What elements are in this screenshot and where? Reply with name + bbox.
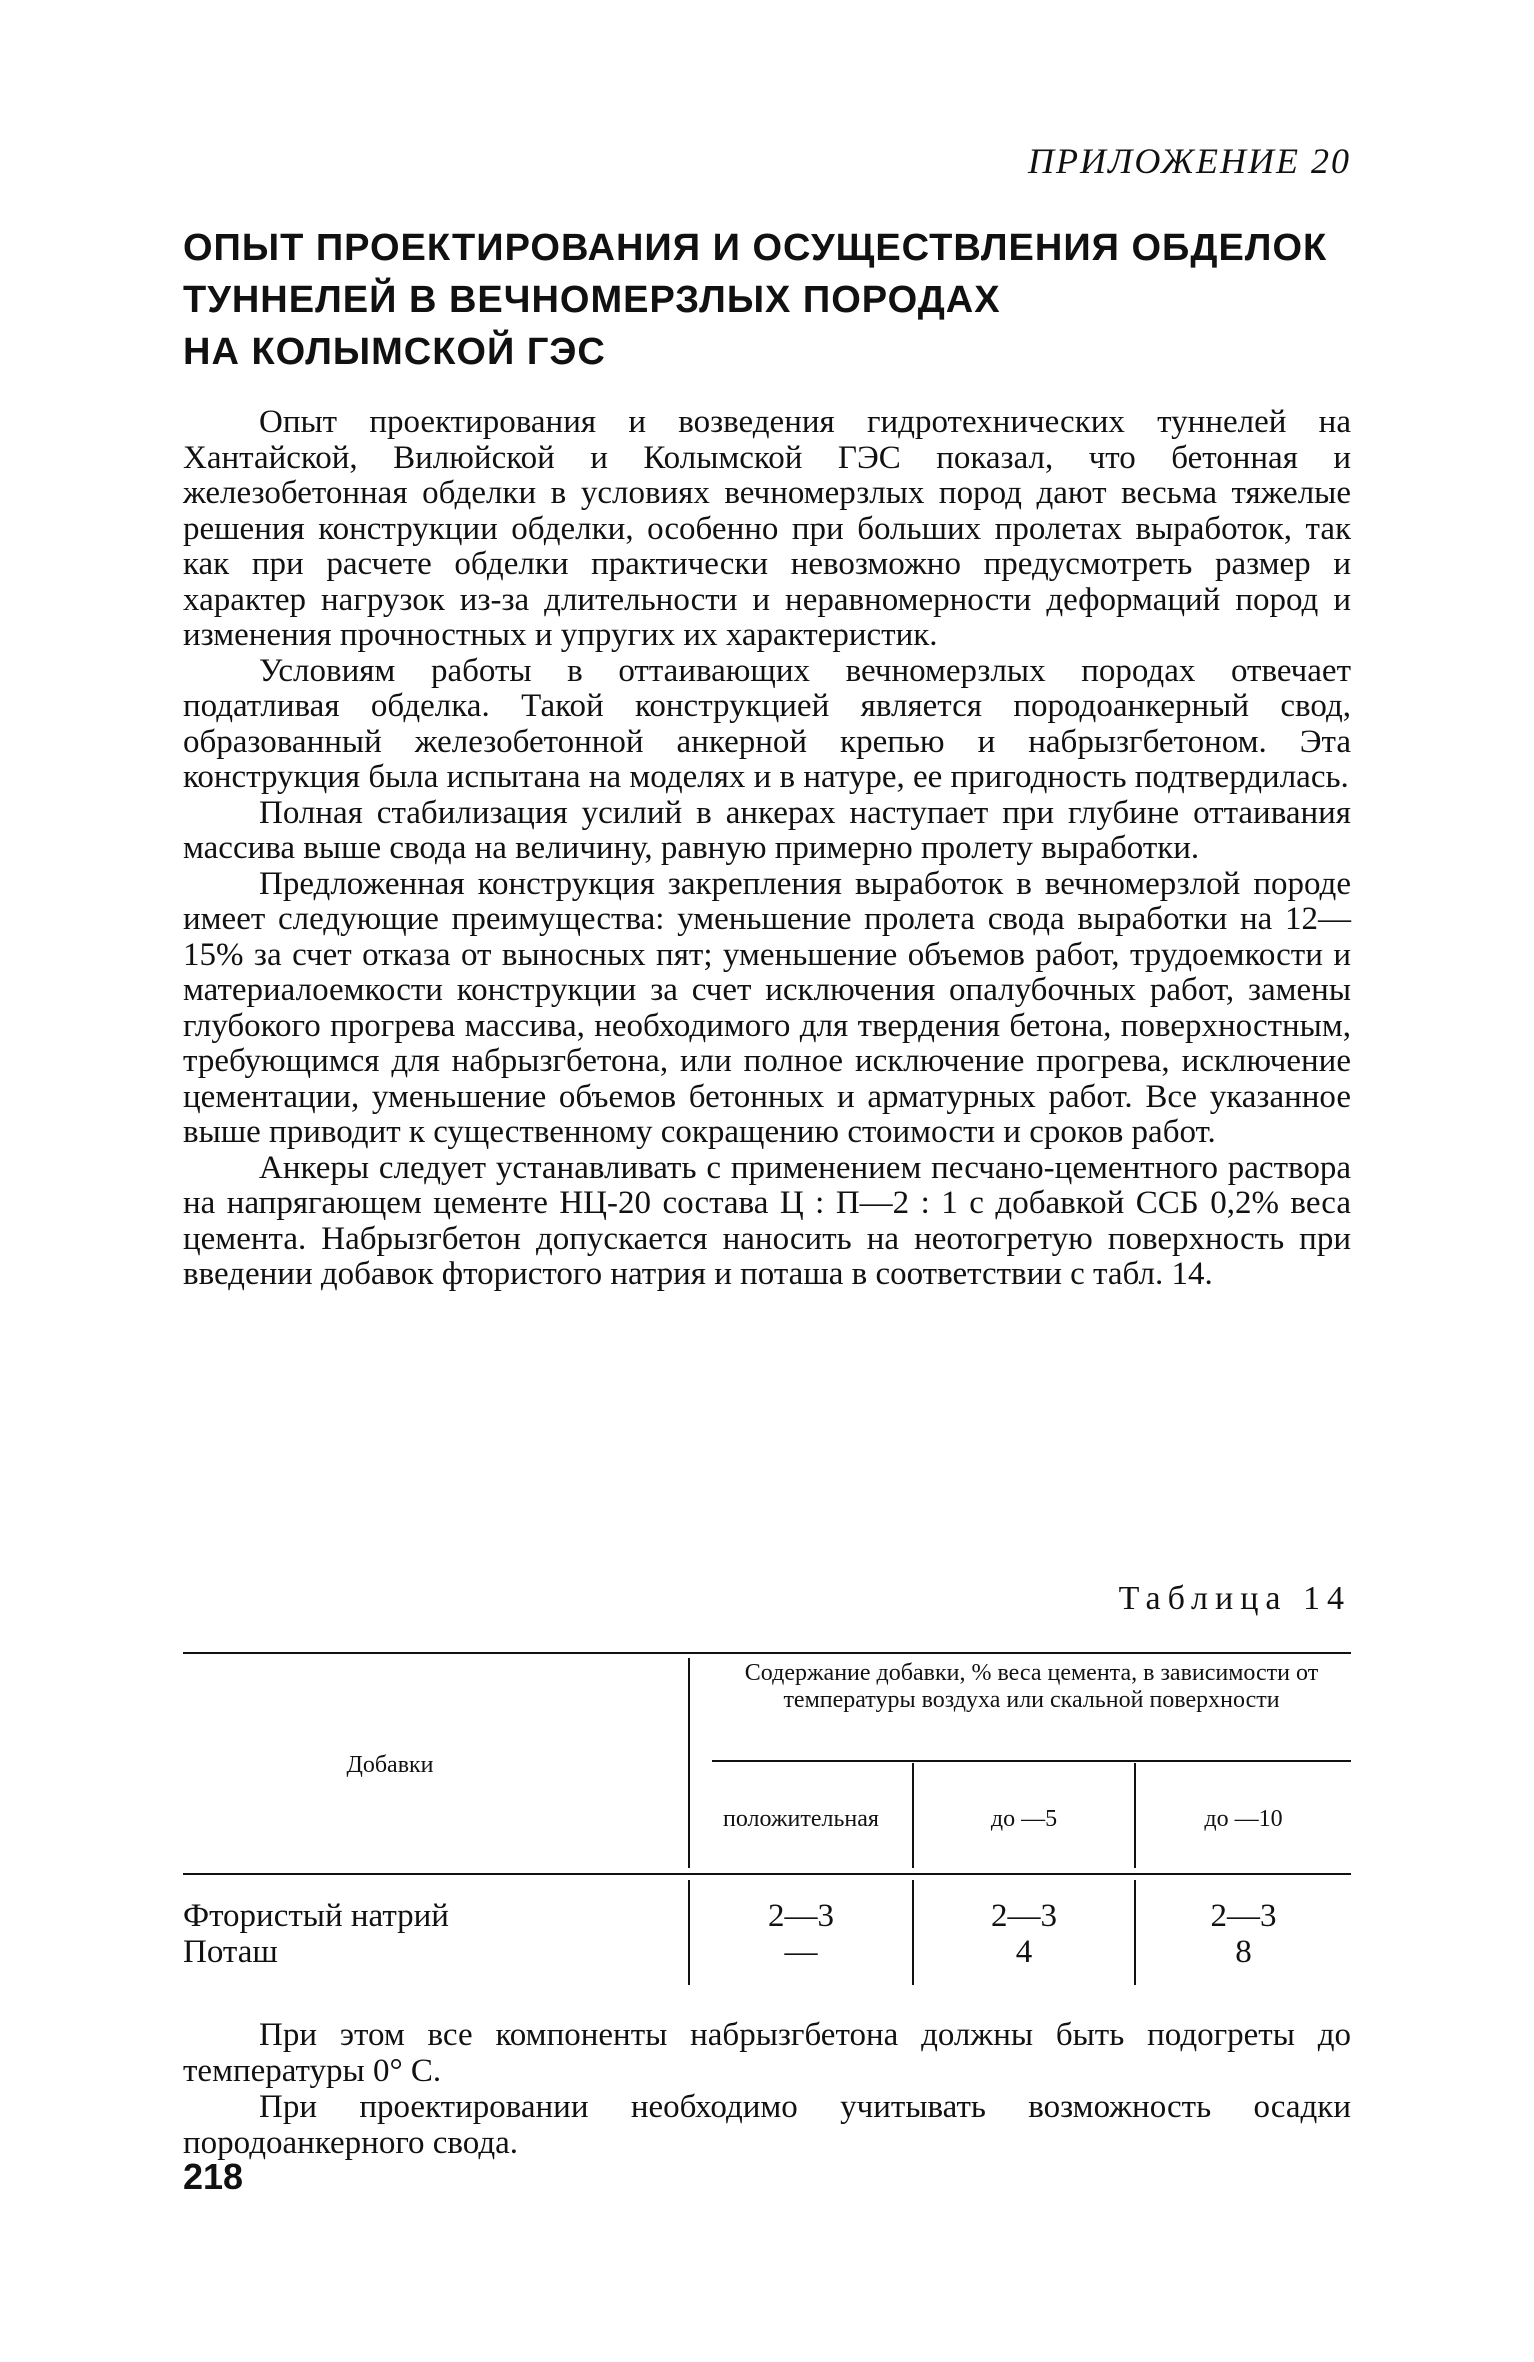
header-positive: положительная (723, 1806, 879, 1832)
table-cell: — (784, 1934, 818, 1970)
notes (183, 2017, 1351, 2161)
header-content-group: Содержание добавки, % веса цемента, в зависимости от температуры воздуха или скальной поверхности (744, 1660, 1319, 1713)
note-paragraph: При проектировании необходимо учитывать возможность осадки породоанкерного свода. (183, 2089, 1351, 2161)
table-top-rule (183, 1652, 1351, 1654)
row-label: Поташ (183, 1934, 278, 1970)
table-cell: 4 (1015, 1934, 1033, 1970)
page-title (183, 222, 1343, 378)
header-minus10: до —10 (1204, 1806, 1283, 1832)
table-subheader-rule (712, 1760, 1351, 1762)
table-header-rule (183, 1873, 1351, 1875)
header-additives: Добавки (346, 1752, 434, 1778)
note-paragraph: При этом все компоненты набрызгбетона должны быть подогреты до температуры 0° С. (183, 2017, 1351, 2089)
table-divider (688, 1658, 690, 1868)
paragraph: Полная стабилизация усилий в анкерах наступает при глубине оттаивания массива выше свода на величину, равную примерно пролету выработки. (183, 794, 1351, 866)
page-number: 218 (183, 2156, 244, 2197)
title-line: НА КОЛЫМСКОЙ ГЭС (183, 331, 606, 373)
table-cell: 8 (1235, 1934, 1252, 1970)
table-cell: 2—3 (1210, 1898, 1277, 1934)
title-line: ОПЫТ ПРОЕКТИРОВАНИЯ И ОСУЩЕСТВЛЕНИЯ ОБДЕЛОК (183, 227, 1328, 269)
paragraph: Анкеры следует устанавливать с применением песчано-цементного раствора на напрягающем цементе НЦ-20 состава Ц : П—2 : 1 с добавкой ССБ 0,2% веса цемента. Набрызгбетон допускается наносить на неотогретую поверхность при введении добавок фтористого натрия и поташа в соответствии с табл. 14. (183, 1149, 1351, 1292)
table-cell: 2—3 (768, 1898, 834, 1934)
paragraph: Опыт проектирования и возведения гидротехнических туннелей на Хантайской, Вилюйской и Колымской ГЭС показал, что бетонная и железобетонная обделки в условиях вечномерзлых пород дают весьма тяжелые решения конструкции обделки, особенно при больших пролетах выработок, так как при расчете обделки практически невозможно предусмотреть размер и характер нагрузок из-за длительности и неравномерности деформаций пород и изменения прочностных и упругих их характеристик. (183, 404, 1351, 653)
table-cell: 2—3 (991, 1898, 1057, 1934)
body-text (183, 405, 1351, 1293)
appendix-label: ПРИЛОЖЕНИЕ 20 (1028, 141, 1351, 181)
paragraph: Предложенная конструкция закрепления выработок в вечномерзлой породе имеет следующие преимущества: уменьшение пролета свода выработки на 12—15% за счет отказа от выносных пят; уменьшение объемов работ, трудоемкости и материалоемкости конструкции за счет исключения опалубочных работ, замены глубокого прогрева массива, необходимого для твердения бетона, поверхностным, требующимся для набрызгбетона, или полное исключение прогрева, исключение цементации, уменьшение объемов бетонных и арматурных работ. Все указанное выше приводит к существенному сокращению стоимости и сроков работ. (183, 865, 1351, 1150)
row-label: Фтористый натрий (183, 1898, 449, 1934)
header-minus5: до —5 (990, 1806, 1058, 1832)
title-line: ТУННЕЛЕЙ В ВЕЧНОМЕРЗЛЫХ ПОРОДАХ (183, 279, 1001, 321)
table-caption: Таблица 14 (1118, 1580, 1351, 1617)
paragraph: Условиям работы в оттаивающих вечномерзлых породах отвечает податливая обделка. Такой конструкцией является породоанкерный свод, образованный железобетонной анкерной крепью и набрызгбетоном. Эта конструкция была испытана на моделях и в натуре, ее пригодность подтвердилась. (183, 652, 1351, 795)
